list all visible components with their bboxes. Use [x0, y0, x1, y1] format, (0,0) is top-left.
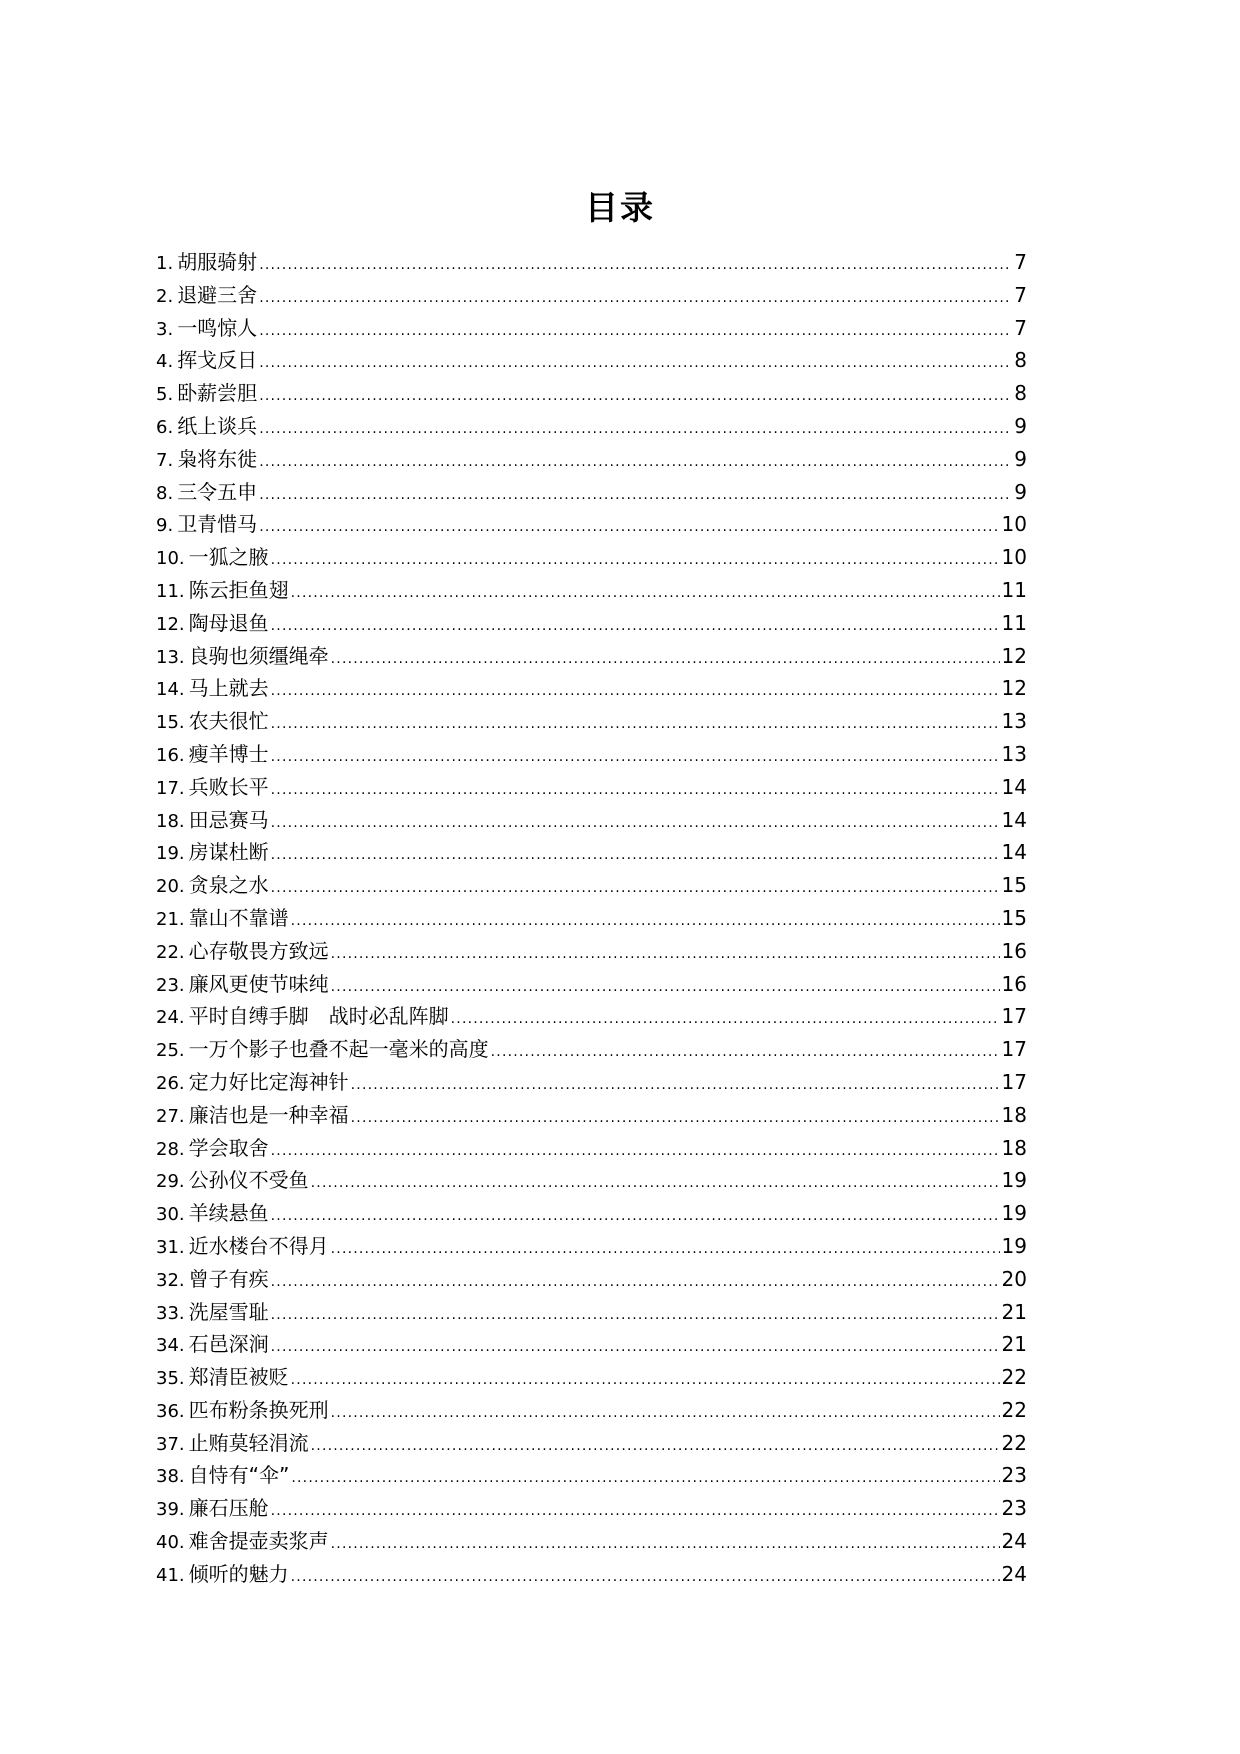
toc-entry-title: 退避三舍: [177, 282, 258, 307]
toc-dot-leader: [271, 1135, 1000, 1168]
toc-dot-leader: [351, 1069, 1000, 1102]
toc-entry-number: 37.: [156, 1433, 185, 1455]
toc-entry[interactable]: [156, 902, 1027, 935]
toc-entry-title: 瘦羊博士: [188, 741, 269, 766]
toc-entry-number: 31.: [156, 1236, 185, 1258]
toc-entry-page: 24: [1001, 1529, 1027, 1554]
toc-entry-page: 20: [1001, 1266, 1027, 1291]
toc-entry-title: 贪泉之水: [188, 873, 269, 898]
toc-dot-leader: [271, 807, 1000, 840]
toc-entry-number: 14.: [156, 679, 185, 701]
toc-dot-leader: [259, 511, 999, 544]
toc-entry[interactable]: [156, 1263, 1027, 1296]
toc-entry-title: 卧薪尝胆: [177, 381, 258, 406]
toc-entry-number: 13.: [156, 646, 185, 668]
toc-entry-page: 19: [1001, 1201, 1027, 1226]
toc-entry-number: 39.: [156, 1499, 185, 1521]
toc-dot-leader: [259, 347, 1012, 380]
toc-dot-leader: [331, 1233, 1000, 1266]
toc-dot-leader: [271, 872, 1000, 905]
toc-entry-title: 止贿莫轻涓流: [188, 1430, 309, 1455]
toc-entry[interactable]: [156, 1296, 1027, 1329]
toc-entry[interactable]: [156, 377, 1027, 410]
toc-dot-leader: [331, 1528, 1000, 1561]
toc-entry-number: 6.: [156, 416, 174, 438]
toc-entry-title: 枭将东徙: [177, 446, 258, 471]
toc-entry-page: 21: [1001, 1332, 1027, 1357]
toc-entry[interactable]: [156, 1066, 1027, 1099]
toc-dot-leader: [291, 577, 1000, 610]
toc-entry-number: 9.: [156, 515, 174, 537]
toc-entry[interactable]: [156, 1492, 1027, 1525]
toc-dot-leader: [271, 1331, 1000, 1364]
toc-entry[interactable]: [156, 312, 1027, 345]
toc-entry[interactable]: [156, 1558, 1027, 1591]
toc-entry[interactable]: [156, 574, 1027, 607]
toc-dot-leader: [271, 774, 1000, 807]
toc-entry-page: 23: [1001, 1463, 1027, 1488]
toc-entry-title: 心存敬畏方致远: [188, 938, 329, 963]
toc-entry-number: 32.: [156, 1269, 185, 1291]
toc-entry[interactable]: [156, 738, 1027, 771]
toc-entry[interactable]: [156, 1328, 1027, 1361]
toc-entry[interactable]: [156, 1033, 1027, 1066]
toc-dot-leader: [331, 938, 1000, 971]
toc-dot-leader: [259, 282, 1012, 315]
toc-entry-number: 34.: [156, 1335, 185, 1357]
toc-entry-page: 22: [1001, 1365, 1027, 1390]
toc-entry-page: 21: [1001, 1299, 1027, 1324]
toc-entry-number: 21.: [156, 908, 185, 930]
toc-entry-number: 7.: [156, 449, 174, 471]
toc-dot-leader: [271, 1495, 1000, 1528]
toc-entry-number: 17.: [156, 777, 185, 799]
toc-entry[interactable]: [156, 1394, 1027, 1427]
toc-entry-number: 29.: [156, 1171, 185, 1193]
toc-dot-leader: [351, 1102, 1000, 1135]
toc-entry-page: 22: [1001, 1430, 1027, 1455]
toc-entry-title: 挥戈反日: [177, 348, 258, 373]
toc-entry-page: 7: [1014, 250, 1027, 274]
toc-entry-number: 23.: [156, 974, 185, 996]
toc-entry-page: 14: [1001, 807, 1027, 832]
toc-entry-title: 近水楼台不得月: [188, 1233, 329, 1258]
toc-entry-number: 10.: [156, 548, 185, 570]
toc-entry-page: 24: [1001, 1561, 1027, 1586]
toc-entry-page: 10: [1001, 512, 1027, 537]
toc-entry-title: 自恃有“伞”: [188, 1463, 290, 1488]
table-of-contents: [156, 246, 1027, 1591]
toc-dot-leader: [291, 905, 1000, 938]
toc-entry-number: 24.: [156, 1007, 185, 1029]
toc-entry-page: 16: [1001, 938, 1027, 963]
toc-entry-title: 一鸣惊人: [177, 315, 258, 340]
toc-dot-leader: [331, 971, 1000, 1004]
toc-entry-title: 胡服骑射: [177, 250, 258, 274]
toc-entry-title: 陶母退鱼: [188, 610, 269, 635]
toc-entry-title: 郑清臣被贬: [188, 1365, 289, 1390]
toc-entry-title: 廉石压舱: [188, 1496, 269, 1521]
toc-entry-number: 40.: [156, 1532, 185, 1554]
toc-entry-page: 15: [1001, 905, 1027, 930]
toc-entry-title: 羊续悬鱼: [188, 1201, 269, 1226]
toc-dot-leader: [271, 675, 1000, 708]
toc-entry-number: 41.: [156, 1564, 185, 1586]
toc-entry-title: 石邑深涧: [188, 1332, 269, 1357]
toc-entry-title: 倾听的魅力: [188, 1561, 289, 1586]
toc-entry[interactable]: [156, 344, 1027, 377]
toc-entry[interactable]: [156, 836, 1027, 869]
toc-entry-title: 靠山不靠谱: [188, 905, 289, 930]
toc-dot-leader: [271, 839, 1000, 872]
toc-entry[interactable]: [156, 640, 1027, 673]
toc-dot-leader: [291, 1561, 1000, 1594]
toc-entry-page: 7: [1014, 315, 1027, 340]
toc-entry-number: 19.: [156, 843, 185, 865]
toc-entry-title: 房谋杜断: [188, 840, 269, 865]
toc-entry-number: 27.: [156, 1105, 185, 1127]
toc-entry-title: 廉风更使节味纯: [188, 971, 329, 996]
toc-entry[interactable]: [156, 1132, 1027, 1165]
toc-entry-page: 23: [1001, 1496, 1027, 1521]
toc-entry-page: 12: [1001, 676, 1027, 701]
toc-dot-leader: [311, 1167, 1000, 1200]
toc-entry-number: 33.: [156, 1302, 185, 1324]
toc-entry-number: 1.: [156, 253, 174, 274]
toc-entry-page: 18: [1001, 1135, 1027, 1160]
toc-entry[interactable]: [156, 476, 1027, 509]
toc-entry[interactable]: [156, 443, 1027, 476]
toc-entry-title: 廉洁也是一种幸福: [188, 1102, 349, 1127]
toc-entry-number: 38.: [156, 1466, 185, 1488]
toc-dot-leader: [259, 249, 1012, 282]
toc-entry-page: 13: [1001, 741, 1027, 766]
toc-entry-title: 难舍提壶卖浆声: [188, 1529, 329, 1554]
toc-entry-number: 8.: [156, 482, 174, 504]
toc-entry-title: 匹布粉条换死刑: [188, 1397, 329, 1422]
toc-entry-page: 19: [1001, 1233, 1027, 1258]
toc-entry-page: 7: [1014, 282, 1027, 307]
toc-entry[interactable]: [156, 1459, 1027, 1492]
toc-entry[interactable]: [156, 508, 1027, 541]
toc-dot-leader: [271, 708, 1000, 741]
toc-entry-page: 9: [1014, 479, 1027, 504]
toc-dot-leader: [259, 479, 1012, 512]
toc-entry-number: 22.: [156, 941, 185, 963]
toc-dot-leader: [259, 446, 1012, 479]
toc-entry-page: 16: [1001, 971, 1027, 996]
toc-entry-title: 洗屋雪耻: [188, 1299, 269, 1324]
toc-entry-page: 9: [1014, 413, 1027, 438]
toc-entry-title: 学会取舍: [188, 1135, 269, 1160]
toc-entry[interactable]: [156, 672, 1027, 705]
toc-entry[interactable]: [156, 1197, 1027, 1230]
toc-dot-leader: [451, 1003, 1000, 1036]
toc-entry-page: 18: [1001, 1102, 1027, 1127]
toc-entry-title: 纸上谈兵: [177, 413, 258, 438]
toc-entry-page: 17: [1001, 1037, 1027, 1062]
toc-entry[interactable]: [156, 607, 1027, 640]
toc-dot-leader: [491, 1036, 1000, 1069]
toc-entry[interactable]: [156, 1230, 1027, 1263]
toc-entry-page: 13: [1001, 709, 1027, 734]
toc-dot-leader: [271, 1266, 1000, 1299]
toc-entry-title: 定力好比定海神针: [188, 1069, 349, 1094]
toc-entry[interactable]: [156, 246, 1027, 279]
toc-entry-number: 26.: [156, 1072, 185, 1094]
toc-entry[interactable]: [156, 1099, 1027, 1132]
toc-entry-number: 12.: [156, 613, 185, 635]
toc-entry[interactable]: [156, 705, 1027, 738]
toc-dot-leader: [259, 315, 1012, 348]
toc-entry-title: 陈云拒鱼翅: [188, 577, 289, 602]
toc-entry-number: 15.: [156, 712, 185, 734]
toc-entry-title: 良驹也须缰绳牵: [188, 643, 329, 668]
toc-dot-leader: [331, 1397, 1000, 1430]
toc-entry[interactable]: [156, 279, 1027, 312]
toc-dot-leader: [271, 741, 1000, 774]
toc-entry-number: 2.: [156, 285, 174, 307]
toc-entry-title: 一万个影子也叠不起一毫米的高度: [188, 1037, 489, 1062]
toc-entry[interactable]: [156, 869, 1027, 902]
toc-entry-page: 12: [1001, 643, 1027, 668]
toc-entry-title: 公孙仪不受鱼: [188, 1168, 309, 1193]
toc-dot-leader: [259, 380, 1012, 413]
toc-entry-page: 15: [1001, 873, 1027, 898]
toc-entry-number: 3.: [156, 318, 174, 340]
toc-entry-page: 17: [1001, 1004, 1027, 1029]
toc-entry-title: 平时自缚手脚 战时必乱阵脚: [188, 1004, 449, 1029]
toc-entry-number: 20.: [156, 876, 185, 898]
toc-entry[interactable]: [156, 1525, 1027, 1558]
toc-entry[interactable]: [156, 935, 1027, 968]
toc-entry-number: 36.: [156, 1400, 185, 1422]
toc-entry[interactable]: [156, 1164, 1027, 1197]
toc-entry-page: 22: [1001, 1397, 1027, 1422]
toc-entry[interactable]: [156, 804, 1027, 837]
toc-entry-page: 14: [1001, 774, 1027, 799]
toc-entry-page: 8: [1014, 381, 1027, 406]
toc-entry[interactable]: [156, 1361, 1027, 1394]
toc-entry-number: 28.: [156, 1138, 185, 1160]
toc-dot-leader: [291, 1364, 1000, 1397]
toc-dot-leader: [271, 544, 1000, 577]
toc-dot-leader: [271, 1299, 1000, 1332]
toc-entry-number: 5.: [156, 384, 174, 406]
toc-entry-title: 马上就去: [188, 676, 269, 701]
toc-entry-number: 4.: [156, 351, 174, 373]
toc-entry-title: 农夫很忙: [188, 709, 269, 734]
toc-entry-page: 17: [1001, 1069, 1027, 1094]
toc-entry-page: 11: [1001, 610, 1027, 635]
toc-entry-page: 8: [1014, 348, 1027, 373]
toc-entry-number: 35.: [156, 1368, 185, 1390]
toc-entry[interactable]: [156, 1427, 1027, 1460]
toc-entry[interactable]: [156, 968, 1027, 1001]
toc-entry-number: 30.: [156, 1204, 185, 1226]
toc-entry-title: 三令五申: [177, 479, 258, 504]
toc-dot-leader: [331, 643, 1000, 676]
toc-entry-title: 一狐之腋: [188, 545, 269, 570]
toc-entry-number: 18.: [156, 810, 185, 832]
toc-entry-title: 曾子有疾: [188, 1266, 269, 1291]
toc-entry-title: 卫青惜马: [177, 512, 258, 537]
toc-dot-leader: [311, 1430, 1000, 1463]
toc-dot-leader: [291, 1462, 999, 1495]
toc-entry[interactable]: [156, 771, 1027, 804]
toc-entry[interactable]: [156, 541, 1027, 574]
toc-entry-title: 兵败长平: [188, 774, 269, 799]
toc-entry-number: 11.: [156, 580, 185, 602]
toc-entry[interactable]: [156, 1000, 1027, 1033]
toc-entry-title: 田忌赛马: [188, 807, 269, 832]
toc-entry-page: 10: [1001, 545, 1027, 570]
toc-entry[interactable]: [156, 410, 1027, 443]
toc-entry-number: 25.: [156, 1040, 185, 1062]
toc-dot-leader: [271, 610, 1000, 643]
toc-entry-number: 16.: [156, 744, 185, 766]
toc-entry-page: 9: [1014, 446, 1027, 471]
toc-dot-leader: [271, 1200, 1000, 1233]
toc-entry-page: 14: [1001, 840, 1027, 865]
toc-entry-page: 19: [1001, 1168, 1027, 1193]
toc-entry-page: 11: [1001, 577, 1027, 602]
page-title: 目录: [585, 188, 655, 227]
toc-dot-leader: [259, 413, 1012, 446]
